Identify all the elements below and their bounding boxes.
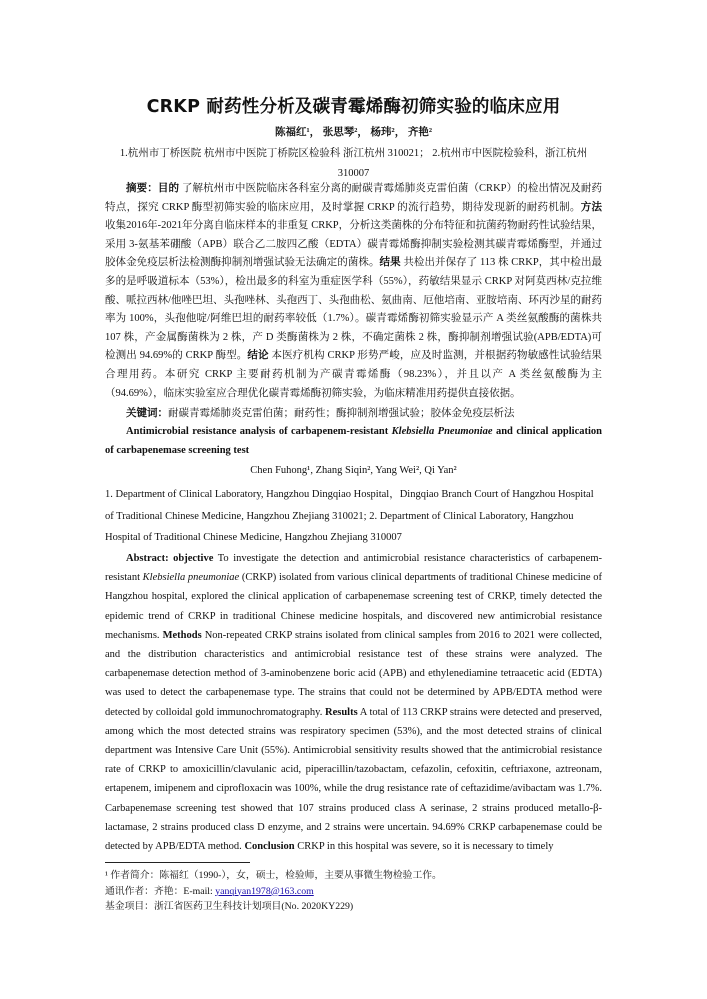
abstract-cn-conclusion-label: 结论 — [247, 350, 269, 362]
affiliation-en: 1. Department of Clinical Laboratory, Hangzhou Dingqiao Hospital，Dingqiao Branch Court of Hangzhou Hospital of Traditional Chinese Medicine, Hangzhou Zhejiang 310021; 2. Department of Clinical Laboratory, Hangzhou Hospital of Traditional Chinese Medicine, Hangzhou Zhejiang 310007 — [105, 489, 594, 543]
title-en-before: Antimicrobial resistance analysis of carbapenem-resistant — [126, 426, 392, 437]
affiliation-cn: 1.杭州市丁桥医院 杭州市中医院丁桥院区检验科 浙江杭州 310021； 2.杭州市中医院检验科，浙江杭州 310007 — [119, 148, 588, 179]
abstract-en-conclusion-label: Conclusion — [244, 841, 295, 853]
keywords-cn — [105, 405, 602, 424]
abstract-en — [105, 549, 602, 856]
abstract-cn-heading: 摘要： — [126, 183, 158, 194]
abstract-en-label: Abstract: — [126, 553, 169, 564]
footnote-divider — [105, 862, 250, 863]
abstract-cn-methods-label: 方法 — [580, 201, 603, 213]
paper-title: CRKP 耐药性分析及碳青霉烯酶初筛实验的临床应用 — [146, 97, 561, 117]
authors-en: Chen Fuhong¹, Zhang Siqin², Yang Wei², Qi Yan² — [250, 465, 457, 476]
abstract-cn-results: 共检出并保存了 113 株 CRKP，其中检出最多的是呼吸道标本（53%），检出最多的科室为重症医学科（55%），药敏结果显示 CRKP 对阿莫西林/克拉维酸、哌拉西林/他唑巴坦、头孢唑林、头孢西丁、头孢曲松、氨曲南、厄他培南、亚胺培南、环丙沙星的耐药率为 100%，头孢他啶/阿维巴坦的耐药率较低（1.7%）。碳青霉烯酶初筛实验显示产 A 类丝氨酸酶的菌株共 107 株，产金属酶菌株为 2 株，产 D 类酶菌株为 2 株，不确定菌株 2 株，酶抑制剂增强试验(APB/EDTA)可检测出 94.69%的 CRKP 酶型。 — [105, 257, 603, 362]
abstract-cn-objective: 了解杭州市中医院临床各科室分离的耐碳青霉烯肺炎克雷伯菌（CRKP）的检出情况及耐药特点，探究 CRKP 酶型初筛实验的临床应用，及时掌握 CRKP 的流行趋势，期待发现新的耐药机制。 — [105, 183, 603, 213]
email-link[interactable]: yanqiyan1978@163.com — [215, 885, 314, 897]
keywords-cn-label: 关键词： — [126, 408, 168, 419]
abstract-cn-results-label: 结果 — [379, 257, 401, 269]
footnote-corresponding — [105, 884, 602, 900]
abstract-en-conclusion: CRKP in this hospital was severe, so it is necessary to timely — [297, 841, 554, 853]
title-en-after: and clinical application of carbapenemase screening test — [105, 426, 603, 456]
abstract-en-objective-2: (CRKP) isolated from various clinical departments of traditional Chinese medicine of Hangzhou hospital, explored the clinical application of carbapenemase screening test of CRKP, timely detected the epidemic trend of CRKP in traditional Chinese medicine hospitals, and discovered new antimicrobial resistance mechanisms. — [105, 572, 602, 641]
abstract-cn-objective-label: 目的 — [157, 183, 180, 194]
abstract-en-objective-1: To investigate the detection and antimicrobial resistance characteristics of carbapenem-resistant — [105, 553, 603, 584]
abstract-en-species: Klebsiella pneumoniae — [142, 572, 240, 584]
abstract-en-methods: Non-repeated CRKP strains isolated from clinical samples from 2016 to 2021 were collected, and the distribution characteristics and antimicrobial resistance test of these strains were analyzed. The carbapenemase detection method of 3-aminobenzene boric acid (APB) and ethylenediamine tetraacetic acid (EDTA) was used to detect the carbapenemase type. The strains that could not be determined by APB/EDTA method were detected by colloidal gold immunochromatography. — [105, 629, 603, 718]
abstract-cn-conclusion: 本医疗机构 CRKP 形势严峻，应及时监测，并根据药物敏感性试验结果合理用药。本研究 CRKP 主要耐药机制为产碳青霉烯酶（98.23%），并且以产 A 类丝氨酸酶为主（94.69%），临床实验室应合理优化碳青霉烯酶初筛实验，为临床精准用药提供直接依据。 — [105, 350, 603, 399]
footnote-author-intro: ¹ 作者简介：陈福红（1990-），女，硕士，检验师，主要从事微生物检验工作。 — [105, 870, 442, 881]
title-en-species: Klebsiella Pneumoniae — [391, 426, 493, 437]
abstract-cn — [105, 180, 602, 403]
abstract-cn-methods: 收集2016年-2021年分离自临床样本的非重复 CRKP，分析这类菌株的分布特征和抗菌药物耐药性试验结果，采用 3-氨基苯硼酸（APB）联合乙二胺四乙酸（EDTA）碳青霉烯酶抑制实验检测其碳青霉烯酶型，并通过胶体金免疫层析法检测酶抑制剂增强试验无法确定的菌株。 — [105, 220, 602, 269]
authors-cn: 陈福红¹， 张思琴²， 杨玮²， 齐艳² — [275, 127, 432, 138]
footnote-fund: 基金项目：浙江省医药卫生科技计划项目(No. 2020KY229) — [105, 901, 354, 912]
keywords-cn-text: 耐碳青霉烯肺炎克雷伯菌；耐药性；酶抑制剂增强试验；胶体金免疫层析法 — [168, 408, 515, 419]
abstract-en-results: A total of 113 CRKP strains were detected and preserved, among which the most detected strains was respiratory specimen (53%), and the most detected strains of clinical department was Intensive Care Unit (55%). Antimicrobial sensitivity results showed that the antimicrobial resistance rate of CRKP to amoxicillin/clavulanic acid, piperacillin/tazobactam, cefazolin, cefoxitin, ceftriaxone, aztreonam, ertapenem, imipenem and ciprofloxacin was 100%, while the drug resistance rate of ceftazidime/avibactam was 1.7%. Carbapenemase screening test showed that 107 strains produced class A serinase, 2 strains produced metallo-β-lactamase, 2 strains produced class D enzyme, and 2 strains were uncertain. 94.69% CRKP carbapenemase could be detected by APB/EDTA method. — [105, 706, 603, 853]
abstract-en-methods-label: Methods — [162, 629, 202, 641]
abstract-en-results-label: Results — [325, 706, 358, 718]
title-en — [105, 422, 602, 460]
footnote-corresponding-label: 通讯作者：齐艳：E-mail: — [105, 885, 216, 897]
footnotes — [105, 868, 602, 915]
abstract-en-objective-label: objective — [173, 553, 214, 564]
